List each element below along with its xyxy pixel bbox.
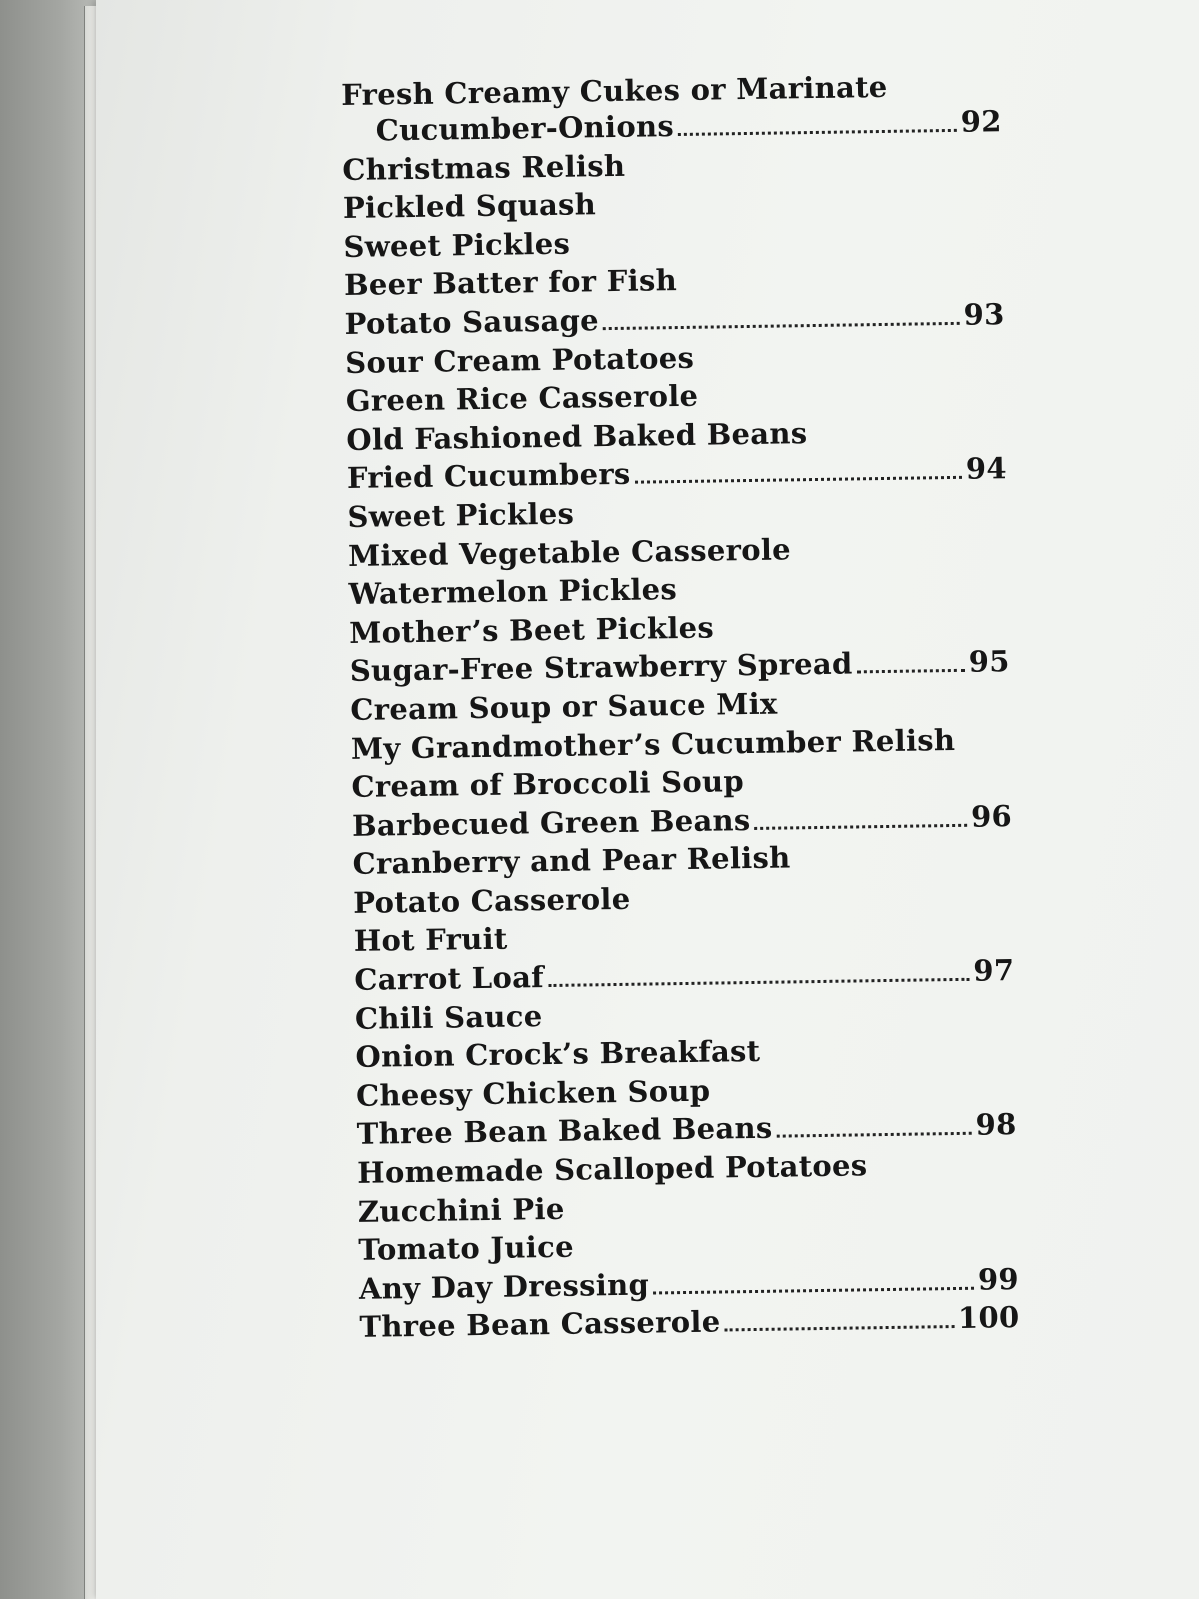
page-number: 93 bbox=[963, 297, 1005, 332]
page-number: 92 bbox=[960, 104, 1002, 139]
page-number: 98 bbox=[975, 1107, 1017, 1143]
recipe-title: Cheesy Chicken Soup bbox=[355, 1073, 711, 1113]
recipe-title: Homemade Scalloped Potatoes bbox=[356, 1148, 868, 1190]
page-number: 95 bbox=[968, 644, 1010, 680]
recipe-title: Barbecued Green Beans bbox=[351, 802, 751, 843]
recipe-title: Green Rice Casserole bbox=[345, 378, 699, 419]
recipe-title: Mother’s Beet Pickles bbox=[348, 610, 715, 650]
page-number: 97 bbox=[973, 953, 1015, 988]
book-page bbox=[96, 0, 1199, 1599]
page-number: 96 bbox=[970, 798, 1013, 834]
dot-leader bbox=[755, 823, 968, 829]
recipe-title: Onion Crock’s Breakfast bbox=[355, 1034, 761, 1075]
recipe-title: Beer Batter for Fish bbox=[343, 263, 678, 303]
recipe-title: Mixed Vegetable Casserole bbox=[347, 531, 792, 573]
recipe-title: Watermelon Pickles bbox=[348, 572, 678, 612]
recipe-title: Carrot Loaf bbox=[354, 960, 545, 997]
dot-leader bbox=[857, 669, 965, 674]
recipe-title: My Grandmother’s Cucumber Relish bbox=[350, 722, 956, 766]
recipe-title: Cranberry and Pear Relish bbox=[352, 840, 791, 882]
page-number: 99 bbox=[977, 1261, 1020, 1297]
recipe-title: Fried Cucumbers bbox=[346, 457, 631, 496]
recipe-title: Christmas Relish bbox=[342, 148, 626, 187]
table-of-contents bbox=[341, 68, 1020, 1349]
recipe-title: Cucumber-Onions bbox=[375, 109, 675, 148]
recipe-title: Any Day Dressing bbox=[358, 1267, 650, 1306]
page-number: 94 bbox=[965, 451, 1008, 487]
dot-leader bbox=[635, 476, 962, 484]
recipe-title: Sour Cream Potatoes bbox=[344, 340, 695, 380]
recipe-title: Zucchini Pie bbox=[357, 1191, 565, 1229]
recipe-title: Potato Casserole bbox=[352, 881, 631, 920]
recipe-title: Tomato Juice bbox=[358, 1229, 575, 1268]
recipe-title: Fresh Creamy Cukes or Marinate bbox=[341, 69, 888, 112]
dot-leader bbox=[603, 322, 960, 330]
recipe-title: Hot Fruit bbox=[353, 922, 508, 959]
dot-leader bbox=[777, 1132, 972, 1138]
recipe-title: Cream of Broccoli Soup bbox=[351, 764, 745, 805]
dot-leader bbox=[725, 1325, 955, 1331]
recipe-title: Sweet Pickles bbox=[347, 496, 575, 534]
recipe-title: Pickled Squash bbox=[342, 187, 597, 226]
recipe-title: Chili Sauce bbox=[354, 998, 543, 1036]
dot-leader bbox=[678, 129, 957, 136]
recipe-title: Sugar-Free Strawberry Spread bbox=[349, 646, 853, 689]
page-number: 100 bbox=[957, 1300, 1020, 1336]
dot-leader bbox=[548, 978, 969, 987]
recipe-title: Sweet Pickles bbox=[343, 226, 571, 264]
recipe-title: Cream Soup or Sauce Mix bbox=[350, 686, 778, 727]
recipe-title: Three Bean Baked Beans bbox=[356, 1111, 773, 1152]
recipe-title: Three Bean Casserole bbox=[359, 1304, 721, 1345]
recipe-title: Old Fashioned Baked Beans bbox=[346, 415, 808, 457]
recipe-title: Potato Sausage bbox=[344, 303, 600, 341]
dot-leader bbox=[653, 1287, 974, 1295]
